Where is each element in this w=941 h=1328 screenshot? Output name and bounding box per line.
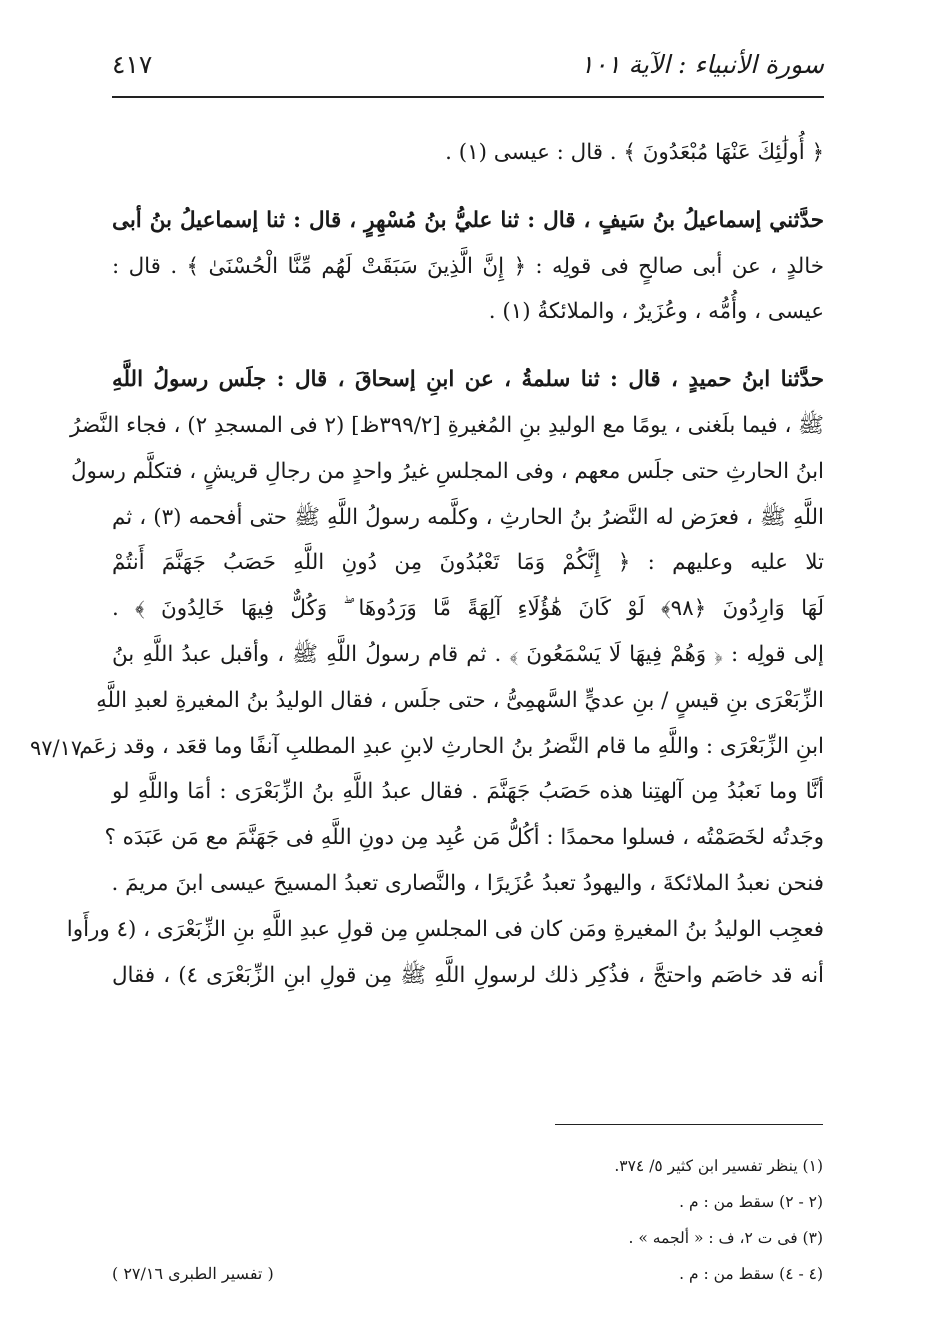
text-line: تلا عليه وعليهم : ﴿ إِنَّكُمْ وَمَا تَعْبُدُونَ مِن دُونِ اللَّهِ حَصَبُ جَهَنَّمَ أَنتُمْ	[112, 550, 824, 576]
text-line: إلى قولِه : ﴿ وَهُمْ فِيهَا لَا يَسْمَعُونَ ﴾ . ثم قام رسولُ اللَّهِ ﷺ ، وأقبل عبدُ اللَّهِ بنُ	[112, 641, 824, 667]
surah-verse-title: سورة الأنبياء : الآية ١٠١	[580, 50, 824, 79]
page-number: ٤١٧	[112, 50, 153, 79]
text-line: فعجِب الوليدُ بنُ المغيرةِ ومَن كان فى المجلسِ مِن قولِ عبدِ اللَّهِ بنِ الزِّبَعْرَى ، (٤ ورأَوا	[66, 916, 824, 942]
footnote: (٣) فى ت ٢، ف : « ألجمه » .	[628, 1229, 823, 1247]
footnote-divider	[555, 1124, 823, 1125]
text-line: لَهَا وَارِدُونَ ﴿٩٨﴾ لَوْ كَانَ هَٰؤُلَاءِ آلِهَةً مَّا وَرَدُوهَا ۖ وَكُلٌّ فِيهَا خَالِدُونَ ﴾ .	[112, 596, 824, 622]
text-line: فنحن نعبدُ الملائكةَ ، واليهودُ تعبدُ عُزَيرًا ، والنَّصارى تعبدُ المسيحَ عيسى ابنَ مريمَ .	[111, 870, 824, 896]
text-line: أنه قد خاصَم واحتجَّ ، فذُكِر ذلك لرسولِ اللَّهِ ﷺ مِن قولِ ابنِ الزِّبَعْرَى ٤) ، فقال	[112, 962, 824, 988]
text-line: أنَّا وما نَعبُدُ مِن آلهتِنا هذه حَصَبُ جَهَنَّمَ . فقال عبدُ اللَّهِ بنُ الزِّبَعْرَى : أمَا واللَّهِ لو	[112, 779, 824, 805]
footnote: (١) ينظر تفسير ابن كثير ٥/ ٣٧٤.	[614, 1157, 823, 1175]
text-line: اللَّهِ ﷺ ، فعرَض له النَّضرُ بنُ الحارثِ ، وكلَّمه رسولُ اللَّهِ ﷺ حتى أفحمه (٣) ، ثم	[112, 504, 824, 530]
book-reference-footer: ( تفسير الطبرى ٢٧/١٦ )	[112, 1264, 274, 1283]
footnote: (٤ - ٤) سقط من : م .	[679, 1265, 823, 1283]
page-header	[112, 44, 824, 90]
text-line: ﷺ ، فيما بلَغنى ، يومًا مع الوليدِ بنِ المُغيرةِ [٣٩٩/٢ظ] (٢ فى المسجدِ ٢) ، فجاء النَّضرُ	[70, 412, 824, 438]
margin-reference: ٩٧/١٧	[30, 736, 83, 760]
paragraph-gap	[112, 335, 824, 357]
text-line: الزِّبَعْرَى بنِ قيسٍ / بنِ عديٍّ السَّهمِىُّ ، حتى جلَس ، فقال الوليدُ بنُ المغيرةِ لعبدِ اللَّهِ	[96, 687, 824, 713]
footnotes	[555, 1148, 823, 1292]
text-line: حدَّثني إسماعيلُ بنُ سَيفٍ ، قال : ثنا عليُّ بنُ مُسْهِرٍ ، قال : ثنا إسماعيلُ بنُ أبى	[112, 207, 824, 233]
paragraph-gap	[112, 176, 824, 198]
text-line: حدَّثنا ابنُ حميدٍ ، قال : ثنا سلمةُ ، عن ابنِ إسحاقَ ، قال : جلَس رسولُ اللَّهِ	[112, 367, 824, 393]
text-line: وجَدتُه لخَصَمْتُه ، فسلوا محمدًا : أكُلُّ مَن عُبِد مِن دونِ اللَّهِ فى جَهَنَّمَ مع مَن عَبَدَه ؟	[104, 825, 824, 851]
text-line: خالدٍ ، عن أبى صالحٍ فى قولِه : ﴿ إِنَّ الَّذِينَ سَبَقَتْ لَهُم مِّنَّا الْحُسْنَىٰ ﴾ . قال :	[112, 253, 824, 279]
text-line: ابنُ الحارثِ حتى جلَس معهم ، وفى المجلسِ غيرُ واحدٍ من رجالِ قريشٍ ، فتكلَّم رسولُ	[71, 458, 824, 484]
text-line: ﴿ أُولَٰئِكَ عَنْهَا مُبْعَدُونَ ﴾ . قال : عيسى (١) .	[445, 140, 824, 165]
footnote: (٢ - ٢) سقط من : م .	[679, 1193, 823, 1211]
main-text	[66, 130, 824, 998]
text-line: ابنِ الزِّبَعْرَى : واللَّهِ ما قام النَّضرُ بنُ الحارثِ لابنِ عبدِ المطلبِ آنفًا وما قعَد ، وقد زعَم	[79, 733, 824, 759]
text-line: عيسى ، وأُمُّه ، وعُزَيرٌ ، والملائكةُ (١) .	[488, 299, 824, 325]
header-divider	[112, 96, 824, 98]
